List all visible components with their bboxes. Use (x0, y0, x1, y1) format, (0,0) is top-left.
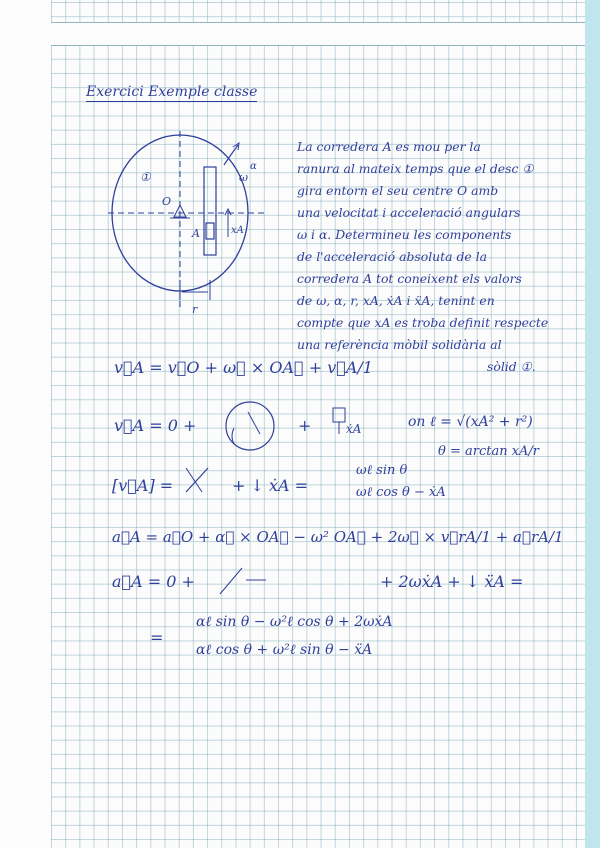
equation-2a: v⃗A = 0 + (114, 416, 197, 435)
body-label: ① (140, 170, 151, 184)
equation-3-row1: ωℓ sin θ (356, 463, 408, 478)
statement-line: ω i α. Determineu les components (297, 227, 512, 242)
slider-label: A (192, 227, 200, 240)
alpha-label: α (250, 161, 257, 172)
disc-sketch (220, 398, 280, 458)
statement-line: sòlid ①. (487, 359, 536, 374)
disc-figure (100, 125, 300, 325)
slider-block (206, 223, 214, 239)
right-margin-strip (585, 0, 600, 848)
equation-6-row2: αℓ cos θ + ω²ℓ sin θ − ẍA (196, 642, 373, 658)
statement-line: corredera A tot coneixent els valors (297, 271, 522, 286)
equation-5a: a⃗A = 0 + (112, 572, 195, 591)
statement-line: La corredera A es mou per la (297, 139, 481, 154)
origin-label: O (162, 195, 172, 208)
page-title: Exercici Exemple classe (86, 84, 258, 100)
equation-1: v⃗A = v⃗O + ω⃗ × OA⃗ + v⃗A/1 (114, 358, 373, 377)
statement-line: gira entorn el seu centre O amb (297, 183, 499, 198)
equation-2-on: on ℓ = √(xA² + r²) (408, 414, 533, 430)
omega-l-sketch (180, 462, 220, 498)
equation-2c: ẋA (346, 422, 362, 436)
statement-line: de l'acceleració absoluta de la (297, 249, 488, 264)
left-margin (0, 0, 51, 848)
header-band (51, 22, 585, 46)
problem-statement (297, 136, 585, 378)
equation-4: a⃗A = a⃗O + α⃗ × OA⃗ − ω² OA⃗ + 2ω⃗ × v⃗rA/1 + a⃗rA/1 (112, 528, 564, 546)
statement-line: una velocitat i acceleració angulars (297, 205, 521, 220)
statement-line: de ω, α, r, xA, ẋA i ẍA, tenint en (297, 293, 495, 308)
statement-line: ranura al mateix temps que el desc ① (297, 161, 534, 176)
equation-5b: + 2ωẋA + ↓ ẍA = (380, 572, 524, 591)
equation-2b: + (298, 416, 312, 435)
slot (204, 167, 216, 255)
alpha-omega-sketch (212, 560, 272, 600)
r-label: r (192, 303, 198, 316)
equation-3-row2: ωℓ cos θ − ẋA (356, 485, 446, 500)
omega-label: ω (239, 171, 248, 184)
statement-line: una referència mòbil solidària al (297, 337, 502, 352)
equation-6-row1: αℓ sin θ − ω²ℓ cos θ + 2ωẋA (196, 614, 393, 630)
equation-3-lhs: [v⃗A] = (112, 476, 174, 495)
xa-label: xA (231, 225, 244, 236)
equation-2-theta: θ = arctan xA/r (438, 444, 540, 459)
equation-3-mid: + ↓ ẋA = (232, 476, 309, 495)
statement-line: compte que xA es troba definit respecte (297, 315, 549, 330)
equation-6-eq: = (150, 628, 164, 647)
